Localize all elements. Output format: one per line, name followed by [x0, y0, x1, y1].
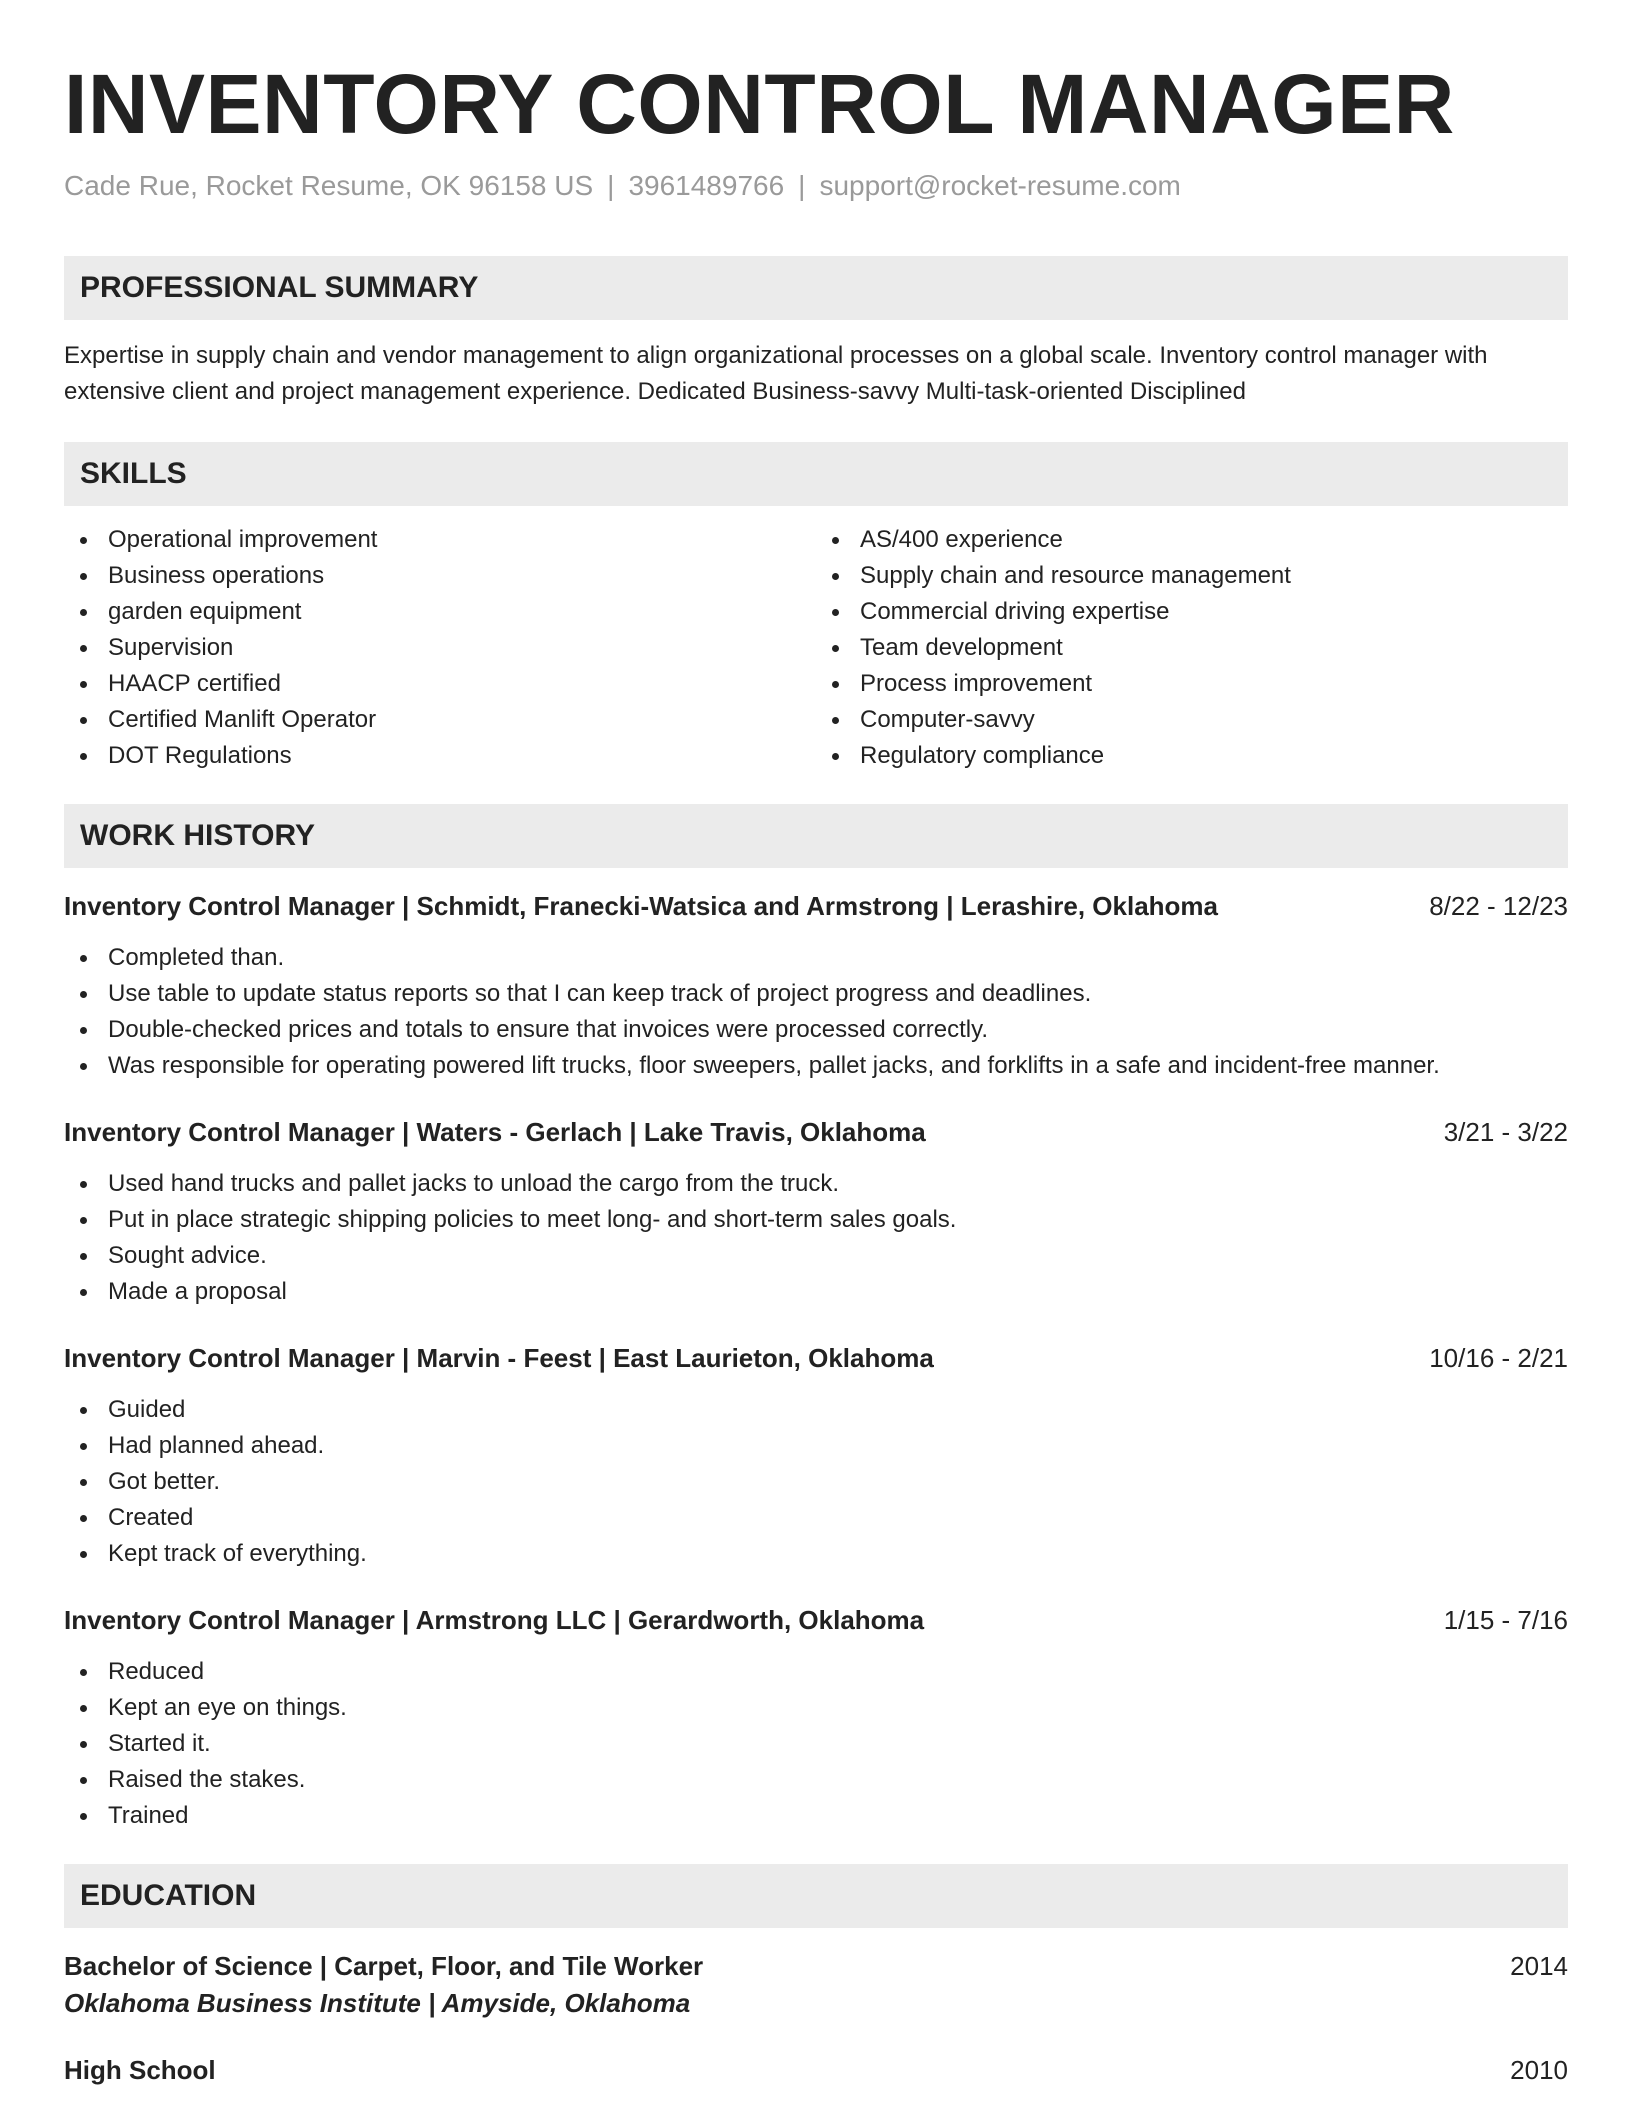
section-heading-education: EDUCATION [64, 1864, 1568, 1928]
skill-item: DOT Regulations [64, 738, 816, 774]
skill-item: HAACP certified [64, 666, 816, 702]
education-school: Oklahoma Business Institute | Amyside, Oklahoma [64, 1988, 691, 2018]
job-title: Inventory Control Manager | Schmidt, Franecki-Watsica and Armstrong | Lerashire, Oklahoma [64, 891, 1218, 921]
skill-item: Supply chain and resource management [816, 558, 1568, 594]
skill-item: Business operations [64, 558, 816, 594]
job-bullet: Started it. [64, 1726, 1568, 1762]
skill-item: AS/400 experience [816, 522, 1568, 558]
job-header [64, 1340, 1568, 1376]
education-entry [64, 2052, 1568, 2088]
skill-item: Team development [816, 630, 1568, 666]
education-degree: Bachelor of Science | Carpet, Floor, and Tile Worker [64, 1951, 704, 1981]
skill-item: Regulatory compliance [816, 738, 1568, 774]
job-bullet: Raised the stakes. [64, 1762, 1568, 1798]
job-bullets [64, 1392, 1568, 1572]
job-header [64, 1114, 1568, 1150]
skill-item: Operational improvement [64, 522, 816, 558]
job-bullet: Reduced [64, 1654, 1568, 1690]
job-bullet: Kept an eye on things. [64, 1690, 1568, 1726]
job-entry [64, 1114, 1568, 1310]
skill-item: Supervision [64, 630, 816, 666]
job-bullets [64, 940, 1568, 1084]
contact-phone: 3961489766 [628, 170, 785, 201]
summary-text: Expertise in supply chain and vendor management to align organizational processes on a global scale. Inventory control manager with extensive client and project management experience. Dedicated Business-savvy Multi-task-oriented Disciplined [64, 342, 1488, 405]
job-bullet: Completed than. [64, 940, 1568, 976]
job-bullet: Kept track of everything. [64, 1536, 1568, 1572]
job-header [64, 888, 1568, 924]
contact-line [64, 168, 1568, 204]
skills-column-right [816, 522, 1568, 774]
contact-address: Cade Rue, Rocket Resume, OK 96158 US [64, 170, 594, 201]
education-year: 2014 [1510, 1951, 1568, 1981]
job-entry [64, 1340, 1568, 1572]
job-title: Inventory Control Manager | Armstrong LLC | Gerardworth, Oklahoma [64, 1605, 925, 1635]
job-bullet: Sought advice. [64, 1238, 1568, 1274]
skill-item: Certified Manlift Operator [64, 702, 816, 738]
skill-item: Process improvement [816, 666, 1568, 702]
education-degree: High School [64, 2055, 216, 2085]
skills-column-left [64, 522, 816, 774]
job-bullets [64, 1654, 1568, 1834]
job-bullet: Put in place strategic shipping policies to meet long- and short-term sales goals. [64, 1202, 1568, 1238]
job-bullet: Created [64, 1500, 1568, 1536]
job-bullet: Got better. [64, 1464, 1568, 1500]
section-heading-summary: PROFESSIONAL SUMMARY [64, 256, 1568, 320]
job-header [64, 1602, 1568, 1638]
resume-title: INVENTORY CONTROL MANAGER [64, 57, 1455, 151]
skill-item: Commercial driving expertise [816, 594, 1568, 630]
education-header [64, 2052, 1568, 2088]
job-bullet: Was responsible for operating powered lift trucks, floor sweepers, pallet jacks, and forklifts in a safe and incident-free manner. [64, 1048, 1568, 1084]
job-title: Inventory Control Manager | Marvin - Feest | East Laurieton, Oklahoma [64, 1343, 934, 1373]
job-dates: 8/22 - 12/23 [1429, 891, 1568, 921]
job-bullets [64, 1166, 1568, 1310]
contact-email: support@rocket-resume.com [819, 170, 1181, 201]
job-bullet: Had planned ahead. [64, 1428, 1568, 1464]
education-year: 2010 [1510, 2055, 1568, 2085]
job-bullet: Guided [64, 1392, 1568, 1428]
job-bullet: Used hand trucks and pallet jacks to unload the cargo from the truck. [64, 1166, 1568, 1202]
job-entry [64, 1602, 1568, 1834]
contact-separator: | [798, 170, 806, 201]
job-dates: 10/16 - 2/21 [1429, 1343, 1568, 1373]
job-dates: 3/21 - 3/22 [1443, 1117, 1568, 1147]
job-bullet: Double-checked prices and totals to ensure that invoices were processed correctly. [64, 1012, 1568, 1048]
job-bullet: Use table to update status reports so that I can keep track of project progress and deadlines. [64, 976, 1568, 1012]
education-entry [64, 1948, 1568, 2022]
job-bullet: Made a proposal [64, 1274, 1568, 1310]
skill-item: garden equipment [64, 594, 816, 630]
skill-item: Computer-savvy [816, 702, 1568, 738]
job-dates: 1/15 - 7/16 [1443, 1605, 1568, 1635]
section-heading-skills: SKILLS [64, 442, 1568, 506]
section-heading-work-history: WORK HISTORY [64, 804, 1568, 868]
job-bullet: Trained [64, 1798, 1568, 1834]
education-header [64, 1948, 1568, 1984]
job-title: Inventory Control Manager | Waters - Gerlach | Lake Travis, Oklahoma [64, 1117, 926, 1147]
job-entry [64, 888, 1568, 1084]
skills-list [64, 522, 1568, 774]
contact-separator: | [607, 170, 615, 201]
